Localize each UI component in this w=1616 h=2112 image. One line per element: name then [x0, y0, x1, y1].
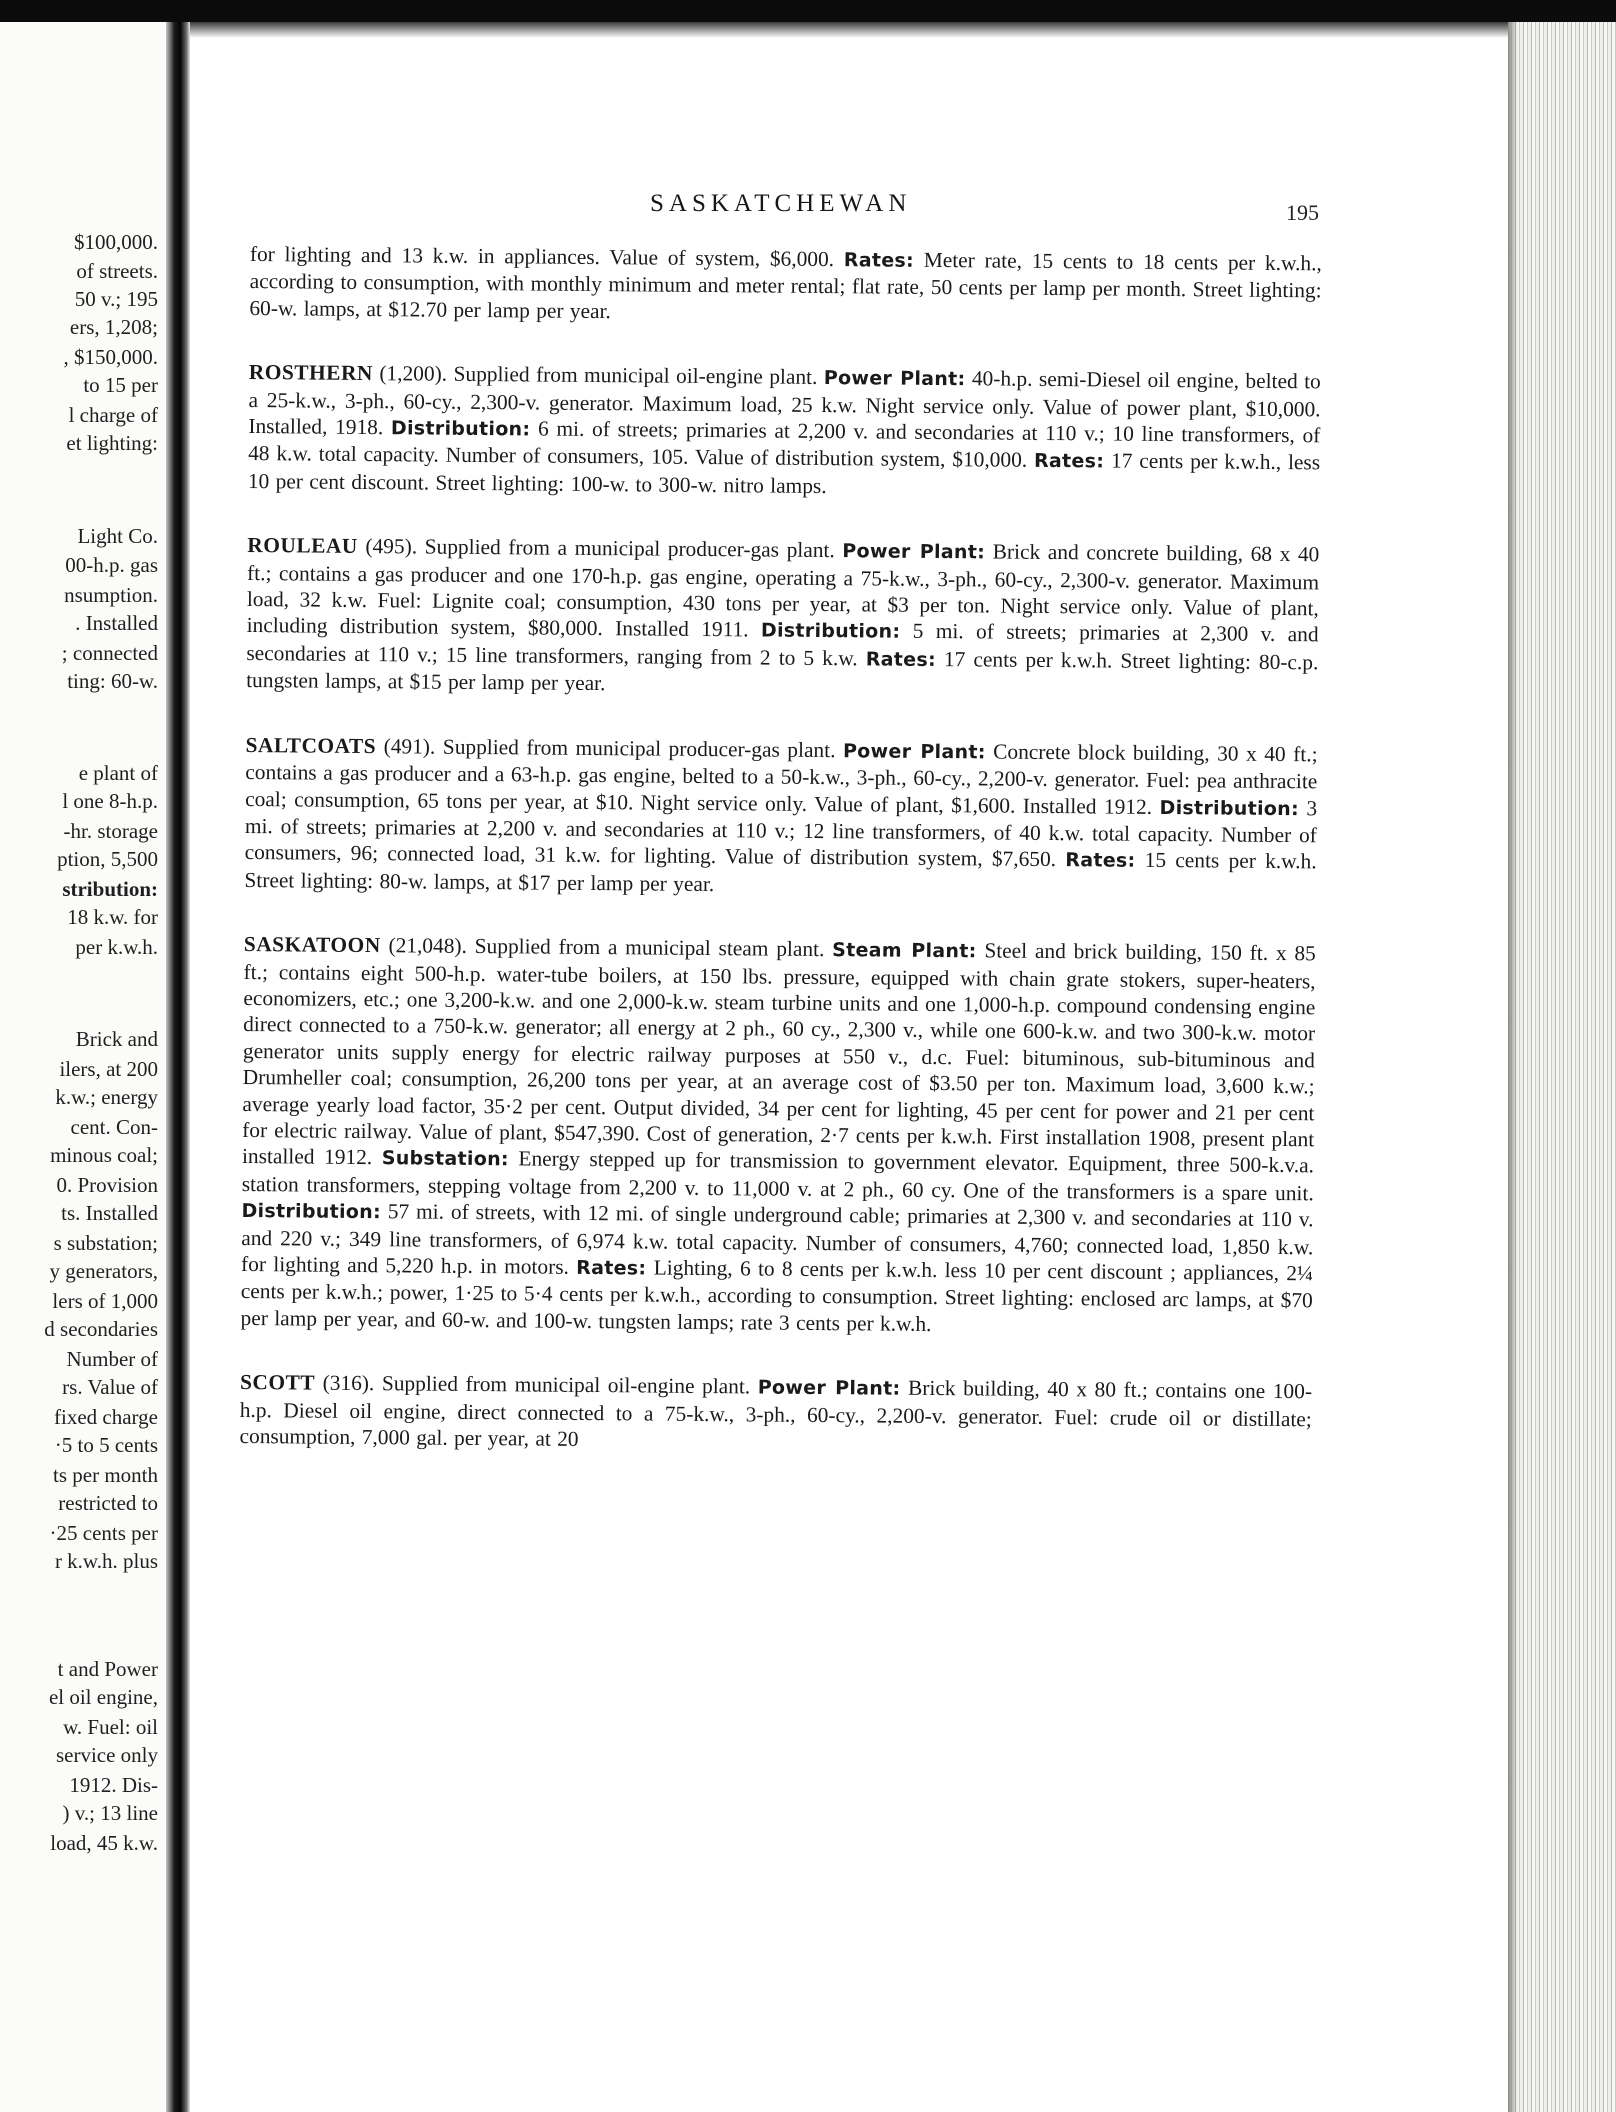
left-page-fragment: y generators,	[49, 1259, 158, 1283]
entry-continuation	[249, 241, 1322, 331]
left-page-fragment: load, 45 k.w.	[50, 1831, 158, 1855]
entry-text: Meter rate, 15 cents to 18 cents per k.w.h., according to consumption, with monthly minimum and meter rental; flat rate, 50 cents per lamp per month. Street lighting: 60-w. lamps, at $12.70 per lamp per year.	[249, 247, 1322, 323]
left-page-fragment: l charge of	[68, 403, 158, 427]
entry-text: Lighting, 6 to 8 cents per k.w.h. less 10 per cent discount ; appliances, 2¼ cents per k.w.h.; power, 1·25 to 5·4 cents per k.w.h., according to consumption. Street lighting: enclosed arc lamps, at $70 per lamp per year, and 60-w. and 100-w. tungsten lamps; rate 3 cents per k.w.h.	[240, 1255, 1314, 1336]
entry-text: Energy stepped up for transmission to government elevator. Equipment, three 500-k.v.a. station transformers, stepping voltage from 2,200 v. to 11,000 v. at 2 ph., 60 cy. One of the transformers is a spare unit.	[241, 1146, 1315, 1206]
left-page-fragment: per k.w.h.	[75, 935, 158, 959]
left-page-fragment: Light Co.	[77, 524, 158, 548]
left-page-fragment: ilers, at 200	[59, 1057, 158, 1081]
entry-text: 15 cents per k.w.h. Street lighting: 80-w. lamps, at $17 per lamp per year.	[244, 848, 1317, 896]
left-page-fragment: ; connected	[61, 641, 158, 665]
left-page-fragment: ts per month	[53, 1463, 158, 1487]
entry-town-name: SALTCOATS	[245, 732, 377, 758]
left-page-fragment: s substation;	[53, 1231, 158, 1255]
entry-text: 57 mi. of streets, with 12 mi. of single underground cable; primaries at 2,300 v. and secondaries at 110 v. and 220 v.; 349 line transformers, of 6,974 k.w. total capacity. Number of consumers, 4,760; connected load, 1,850 k.w. for lighting and 5,220 h.p. in motors.	[240, 1199, 1314, 1279]
left-page-fragment: minous coal;	[50, 1143, 158, 1167]
page-edges	[1508, 22, 1616, 2112]
left-page-fragment: Number of	[66, 1347, 158, 1371]
left-page-fragment: stribution:	[62, 877, 158, 901]
left-page-fragment: ts. Installed	[61, 1201, 158, 1225]
left-page-fragment: w. Fuel: oil	[63, 1715, 158, 1739]
left-page-fragment: ting: 60-w.	[67, 669, 158, 693]
left-page-fragment: restricted to	[58, 1491, 158, 1515]
entry-text: Brick and concrete building, 68 x 40 ft.; contains a gas producer and one 170-h.p. gas engine, operating a 75-k.w., 3-ph., 60-cy., 2,300-v. generator. Maximum load, 32 k.w. Fuel: Lignite coal; consumption, 430 tons per year, at $3 per ton. Night service only. Value of plant, including distribution system, $80,000. Installed 1911.	[246, 539, 1320, 642]
entry-section-label: Rates:	[1065, 849, 1136, 873]
left-page-fragment: t and Power	[57, 1657, 158, 1681]
left-page-fragment: cent. Con-	[70, 1115, 158, 1139]
left-page-fragment: ·5 to 5 cents	[54, 1433, 158, 1457]
left-page-fragment: , $150,000.	[63, 345, 158, 369]
entry-text: (491). Supplied from municipal producer-gas plant.	[376, 733, 844, 762]
entry-section-label: Steam Plant:	[832, 939, 977, 963]
left-page-fragment: ) v.; 13 line	[62, 1801, 158, 1825]
left-page-fragment: -hr. storage	[63, 819, 158, 843]
entry-text: Concrete block building, 30 x 40 ft.; contains a gas producer and a 63-h.p. gas engine, belted to a 50-k.w., 3-ph., 60-cy., 2,200-v. generator. Fuel: pea anthracite coal; consumption, 65 tons per year, at $10. Night service only. Value of plant, $1,600. Installed 1912.	[245, 739, 1318, 819]
entry-scott	[239, 1369, 1312, 1459]
left-page-fragment: $100,000.	[74, 230, 158, 254]
entry-section-label: Rates:	[1033, 450, 1105, 473]
entry-text: for lighting and 13 k.w. in appliances. Value of system, $6,000.	[249, 241, 844, 272]
left-page-fragment: Brick and	[75, 1027, 158, 1051]
left-page-fragment: 00-h.p. gas	[65, 553, 158, 577]
left-page-fragment: 18 k.w. for	[67, 905, 158, 929]
left-page-fragment: 50 v.; 195	[74, 287, 158, 311]
entry-section-label: Distribution:	[241, 1200, 381, 1224]
page-body	[239, 241, 1322, 1459]
left-page	[0, 22, 172, 2112]
left-page-fragment: r k.w.h. plus	[54, 1549, 158, 1573]
entry-rouleau	[246, 532, 1319, 703]
left-page-fragment: to 15 per	[83, 373, 158, 397]
left-page-fragment: ·25 cents per	[49, 1521, 158, 1545]
left-page-fragment: fixed charge	[54, 1405, 158, 1429]
entry-text: 17 cents per k.w.h., less 10 per cent discount. Street lighting: 100-w. to 300-w. nitro lamps.	[247, 448, 1321, 498]
left-page-fragment: nsumption.	[64, 583, 158, 607]
left-page-fragment: k.w.; energy	[55, 1085, 158, 1109]
left-page-fragment: ption, 5,500	[57, 847, 158, 871]
entry-section-label: Power Plant:	[842, 540, 986, 564]
entry-rosthern	[248, 359, 1321, 503]
entry-text: (495). Supplied from a municipal producer-gas plant.	[357, 534, 843, 563]
left-page-fragment: et lighting:	[66, 431, 158, 455]
scan-top-shadow-fade	[0, 22, 1616, 38]
left-page-fragment: el oil engine,	[48, 1685, 158, 1709]
entry-text: 3 mi. of streets; primaries at 2,200 v. and secondaries at 110 v.; 12 line transformers, of 40 k.w. total capacity. Number of consumers, 96; connected load, 31 k.w. for lighting. Value of distribution system, $7,650.	[244, 795, 1318, 872]
entry-section-label: Rates:	[843, 249, 915, 272]
entry-text: 6 mi. of streets; primaries at 2,200 v. and secondaries at 110 v.; 10 line transformers, of 48 k.w. total capacity. Number of consumers, 105. Value of distribution system, $10,000.	[248, 416, 1321, 473]
left-page-fragment: l one 8-h.p.	[62, 789, 158, 813]
entry-town-name: ROSTHERN	[248, 360, 374, 386]
left-page-fragment: service only	[55, 1743, 158, 1767]
entry-saltcoats	[244, 732, 1317, 903]
entry-town-name: SCOTT	[239, 1370, 316, 1395]
left-page-fragment: 0. Provision	[56, 1173, 158, 1197]
left-page-fragment: lers of 1,000	[52, 1289, 158, 1313]
running-header: SASKATCHEWAN	[650, 190, 912, 217]
left-page-fragment: e plant of	[78, 761, 158, 785]
entry-section-label: Distribution:	[760, 619, 901, 644]
entry-text: Steel and brick building, 150 ft. x 85 ft.; contains eight 500-h.p. water-tube boilers, at 150 lbs. pressure, equipped with chain grate stokers, super-heaters, economizers, etc.; one 3,200-k.w. and one 2,000-k.w. steam turbine units and one 1,000-h.p. compound condensing engine direct connected to a 750-k.w. generator; all energy at 2 ph., 60 cy., 2,300 v., while one 600-k.w. and two 300-k.w. motor generator units supply energy for electric railway purposes at 550 v., d.c. Fuel: bituminous, sub-bituminous and Drumheller coal; consumption, 26,200 tons per year, at an average cost of $3.50 per ton. Maximum load, 3,600 k.w.; average yearly load factor, 35·2 per cent. Output divided, 34 per cent for lighting, 45 per cent for power and 21 per cent for electric railway. Value of plant, $547,390. Cost of generation, 2·7 cents per k.w.h. First installation 1908, present plant installed 1912.	[241, 938, 1316, 1170]
book-gutter	[166, 22, 190, 2112]
entry-text: 5 mi. of streets; primaries at 2,300 v. and secondaries at 110 v.; 15 line transformers, ranging from 2 to 5 k.w.	[246, 619, 1319, 671]
left-page-fragment: 1912. Dis-	[69, 1773, 158, 1797]
entry-section-label: Rates:	[865, 648, 936, 671]
left-page-fragment: d secondaries	[44, 1317, 158, 1341]
entry-section-label: Substation:	[381, 1147, 509, 1171]
entry-saskatoon	[240, 931, 1315, 1340]
entry-section-label: Power Plant:	[757, 1376, 901, 1400]
entry-text: 40-h.p. semi-Diesel oil engine, belted to a 25-k.w., 3-ph., 60-cy., 2,300-v. generator. Maximum load, 25 k.w. Night service only. Value of power plant, $10,000. Installed, 1918.	[248, 366, 1321, 440]
entry-town-name: ROULEAU	[247, 533, 358, 559]
left-page-fragment: rs. Value of	[62, 1375, 158, 1399]
entry-text: (1,200). Supplied from municipal oil-engine plant.	[372, 361, 824, 390]
entry-section-label: Power Plant:	[823, 367, 966, 391]
entry-section-label: Power Plant:	[842, 739, 986, 764]
entry-text: (316). Supplied from municipal oil-engine plant.	[314, 1370, 758, 1399]
entry-section-label: Rates:	[576, 1256, 647, 1280]
entry-section-label: Distribution:	[1159, 796, 1300, 820]
left-page-fragment: . Installed	[75, 611, 158, 635]
entry-text: (21,048). Supplied from a municipal steam plant.	[380, 933, 833, 962]
left-page-fragment: ers, 1,208;	[69, 315, 158, 339]
entry-town-name: SASKATOON	[243, 932, 381, 958]
page-number: 195	[1286, 200, 1319, 225]
entry-section-label: Distribution:	[390, 417, 531, 441]
entry-text: Brick building, 40 x 80 ft.; contains one 100-h.p. Diesel oil engine, direct connected to a 75-k.w., 3-ph., 60-cy., 2,200-v. generator. Fuel: crude oil or distillate; consumption, 7,000 gal. per year, at 20	[239, 1375, 1313, 1451]
scan-top-shadow	[0, 0, 1616, 22]
entry-text: 17 cents per k.w.h. Street lighting: 80-c.p. tungsten lamps, at $15 per lamp per year.	[246, 646, 1319, 696]
left-page-fragment: of streets.	[76, 259, 158, 283]
